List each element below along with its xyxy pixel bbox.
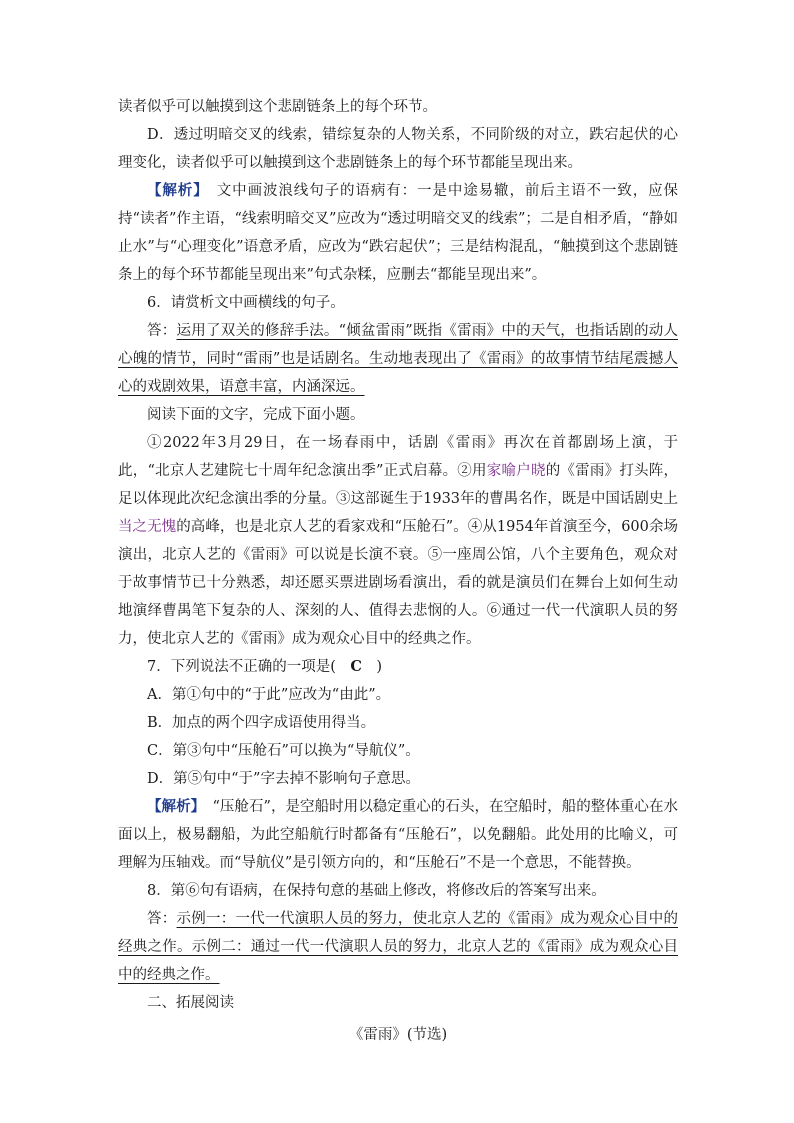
analysis-tag: 【解析】 xyxy=(147,798,198,815)
q7-analysis xyxy=(118,793,678,877)
q7-option-a: A．第①句中的“于此”应改为“由此”。 xyxy=(147,687,391,703)
passage-paragraph xyxy=(118,429,678,653)
q5-analysis xyxy=(118,177,678,289)
q7-question-end: ) xyxy=(361,659,383,675)
q7-option-d: D．第⑤句中“于”字去掉不影响句子意思。 xyxy=(147,771,420,787)
q5-option-d: D．透过明暗交叉的线索，错综复杂的人物关系，不同阶级的对立，跌宕起伏的心理变化，读者似乎可以触摸到这个悲剧链条上的每个环节都能呈现出来。 xyxy=(118,127,678,171)
q7-option-b: B．加点的两个四字成语使用得当。 xyxy=(147,715,376,731)
q8-answer xyxy=(118,905,678,989)
q5-analysis-text: 文中画波浪线句子的语病有：一是中途易辙，前后主语不一致，应保持“读者”作主语，“线索明暗交叉”应改为“透过明暗交叉的线索”；二是自相矛盾，“静如止水”与“心理变化”语意矛盾，应改为“跌宕起伏”；三是结构混乱，“触摸到这个悲剧链条上的每个环节都能呈现出来”句式杂糅，应删去“都能呈现出来”。 xyxy=(118,183,679,283)
answer-prefix: 答： xyxy=(147,323,177,339)
q6-answer xyxy=(118,317,678,401)
passage-s1: ①2022年3月29日，在一场春雨中，话剧《雷雨》再次在首都剧场上演，于此，“北京人艺建院七十周年纪念演出季”正式启幕。②用 xyxy=(118,435,678,479)
idiom-dotted-1: 家喻户晓 xyxy=(486,463,546,479)
passage-s2: 的《雷雨》打头阵，足以体现此次纪念演出季的分量。③这部诞生于1933年的曹禺名作，既是中国话剧史上 xyxy=(118,463,679,507)
q7-option-c: C．第③句中“压舱石”可以换为“导航仪”。 xyxy=(147,743,420,759)
q6-question: 6．请赏析文中画横线的句子。 xyxy=(147,295,345,311)
q7-answer-choice: C xyxy=(350,658,362,675)
section-heading: 二、拓展阅读 xyxy=(147,995,234,1011)
idiom-dotted-2: 当之无愧 xyxy=(118,519,177,535)
passage-s3: 的高峰，也是北京人艺的看家戏和“压舱石”。④从1954年首演至今，600余场演出，北京人艺的《雷雨》可以说是长演不衰。⑤一座周公馆，八个主要角色，观众对于故事情节已十分熟悉，却还愿买票进剧场看演出，看的就是演员们在舞台上如何生动地演绎曹禺笔下复杂的人、深刻的人、值得去悲悯的人。 xyxy=(118,519,678,619)
excerpt-title: 《雷雨》(节选) xyxy=(348,1027,448,1043)
q7-analysis-text: “压舱石”，是空船时用以稳定重心的石头，在空船时，船的整体重心在水面以上，极易翻船，为此空船航行时都备有“压舱石”，以免翻船。此处用的比喻义，可理解为压轴戏。而“导航仪”是引领方向的，和“压舱石”不是一个意思，不能替换。 xyxy=(118,799,678,871)
answer-prefix: 答： xyxy=(147,911,177,927)
q7-question xyxy=(118,653,678,681)
analysis-tag: 【解析】 xyxy=(147,182,202,199)
q7-question-text: 7．下列说法不正确的一项是( xyxy=(147,659,351,675)
passage-intro: 阅读下面的文字，完成下面小题。 xyxy=(147,407,365,423)
page-content xyxy=(118,93,678,1049)
q8-answer-text: 示例一：一代一代演职人员的努力，使北京人艺的《雷雨》成为观众心目中的经典之作。示例二：通过一代一代演职人员的努力，北京人艺的《雷雨》成为观众心目中的经典之作。 xyxy=(118,911,678,983)
passage-s6: ⑥通过一代一代演职人员的努力，使北京人艺的《雷雨》成为观众心目中的经典之作。 xyxy=(118,603,679,647)
q6-answer-text: 运用了双关的修辞手法。“倾盆雷雨”既指《雷雨》中的天气，也指话剧的动人心魄的情节，同时“雷雨”也是话剧名。生动地表现出了《雷雨》的故事情节结尾震撼人心的戏剧效果，语意丰富，内涵深远。 xyxy=(118,323,678,395)
q5-continuation: 读者似乎可以触摸到这个悲剧链条上的每个环节。 xyxy=(118,99,437,115)
q8-question: 8．第⑥句有语病，在保持句意的基础上修改，将修改后的答案写出来。 xyxy=(147,883,606,899)
